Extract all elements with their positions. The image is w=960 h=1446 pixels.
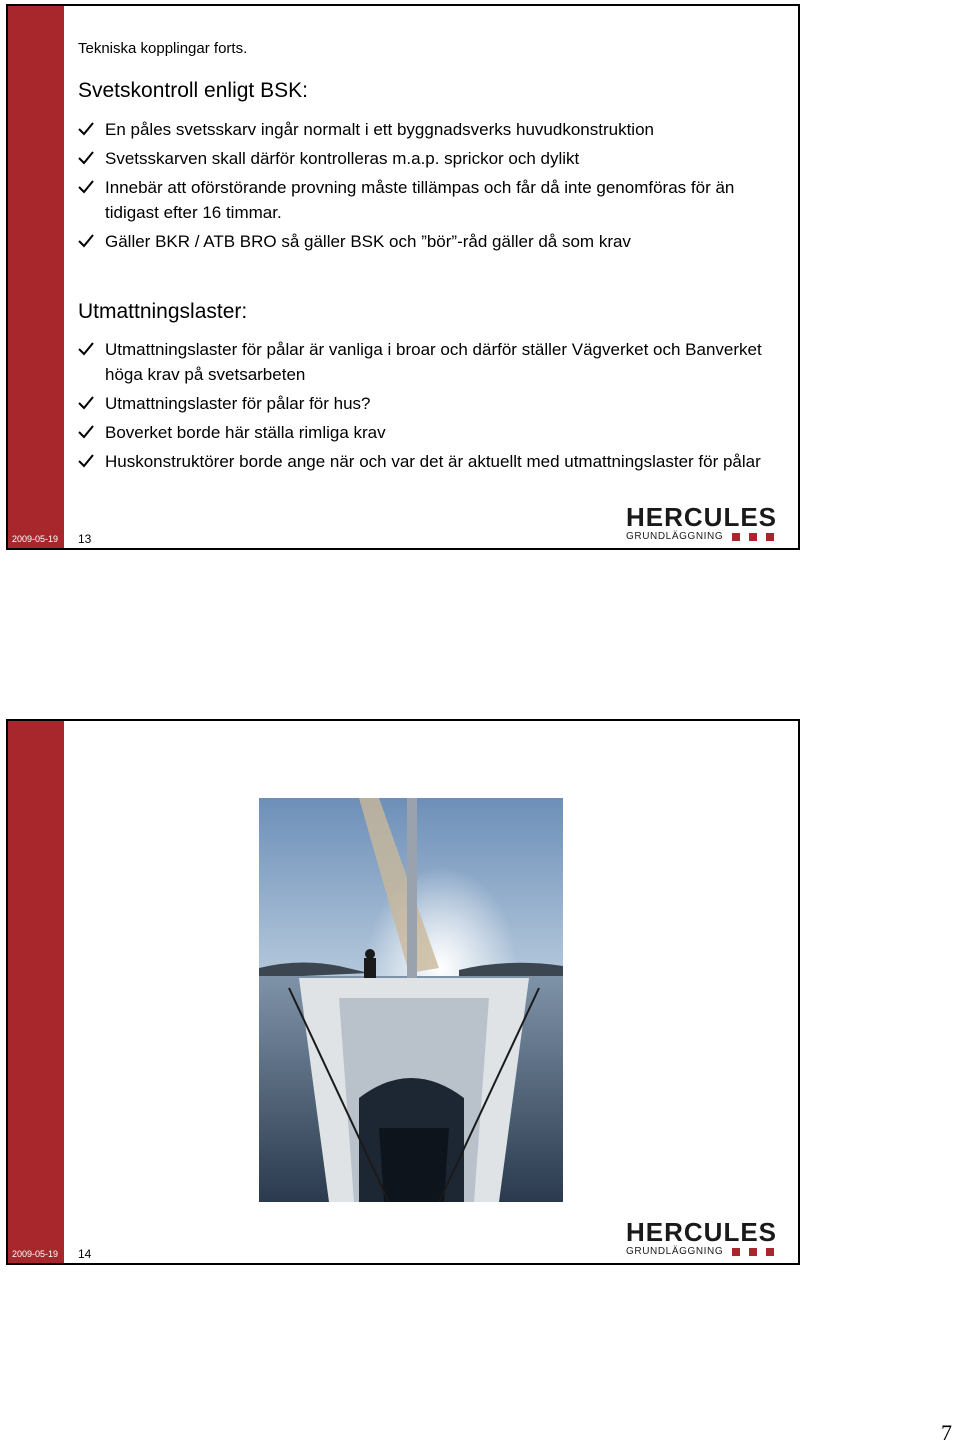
logo-square-icon — [732, 1248, 740, 1256]
logo-square-icon — [766, 1248, 774, 1256]
list-item — [78, 229, 788, 254]
slide-14 — [6, 719, 800, 1265]
checkmark-icon — [78, 425, 94, 439]
slide-side-bar — [8, 721, 64, 1263]
slide-subtitle: Tekniska kopplingar forts. — [78, 40, 248, 57]
hercules-logo — [626, 1219, 782, 1257]
slide-13 — [6, 4, 800, 550]
logo-square-icon — [749, 1248, 757, 1256]
list-item — [78, 146, 788, 171]
list-item — [78, 117, 788, 142]
list-item — [78, 420, 788, 445]
logo-subline — [626, 1246, 782, 1257]
checklist-utmattningslaster — [78, 337, 788, 478]
logo-wordmark: HERCULES — [626, 502, 778, 532]
checkmark-icon — [78, 234, 94, 248]
section-heading-svetskontroll: Svetskontroll enligt BSK: — [78, 79, 308, 102]
checklist-svetskontroll — [78, 117, 788, 258]
list-item-text: En påles svetsskarv ingår normalt i ett byggnadsverks huvudkonstruktion — [105, 120, 654, 139]
slide-date: 2009-05-19 — [12, 1249, 59, 1259]
page-number: 7 — [941, 1420, 952, 1445]
list-item — [78, 337, 788, 387]
list-item-text: Innebär att oförstörande provning måste tillämpas och får då inte genomföras för än tidigast efter 16 timmar. — [105, 178, 735, 222]
logo-subtitle: GRUNDLÄGGNING — [626, 531, 724, 542]
checkmark-icon — [78, 342, 94, 356]
checkmark-icon — [78, 396, 94, 410]
sailboat-photo — [259, 798, 563, 1202]
logo-wordmark: HERCULES — [626, 1217, 778, 1247]
list-item — [78, 175, 788, 225]
logo-subline — [626, 531, 782, 542]
section-heading-utmattningslaster: Utmattningslaster: — [78, 300, 248, 323]
list-item-text: Boverket borde här ställa rimliga krav — [105, 423, 386, 442]
slide-side-bar — [8, 6, 64, 548]
checkmark-icon — [78, 151, 94, 165]
list-item-text: Svetsskarven skall därför kontrolleras m.a.p. sprickor och dylikt — [105, 149, 580, 168]
logo-subtitle: GRUNDLÄGGNING — [626, 1246, 724, 1257]
logo-square-icon — [766, 533, 774, 541]
hercules-logo — [626, 504, 782, 542]
list-item-text: Utmattningslaster för pålar för hus? — [105, 394, 371, 413]
logo-square-icon — [749, 533, 757, 541]
list-item — [78, 449, 788, 474]
slide-number: 13 — [78, 532, 92, 546]
list-item-text: Huskonstruktörer borde ange när och var det är aktuellt med utmattningslaster för pålar — [105, 452, 761, 471]
list-item-text: Utmattningslaster för pålar är vanliga i broar och därför ställer Vägverket och Banverket höga krav på svetsarbeten — [105, 340, 762, 384]
checkmark-icon — [78, 180, 94, 194]
list-item-text: Gäller BKR / ATB BRO så gäller BSK och ”bör”-råd gäller då som krav — [105, 232, 631, 251]
list-item — [78, 391, 788, 416]
checkmark-icon — [78, 122, 94, 136]
slide-number: 14 — [78, 1247, 92, 1261]
logo-square-icon — [732, 533, 740, 541]
checkmark-icon — [78, 454, 94, 468]
slide-date: 2009-05-19 — [12, 534, 59, 544]
